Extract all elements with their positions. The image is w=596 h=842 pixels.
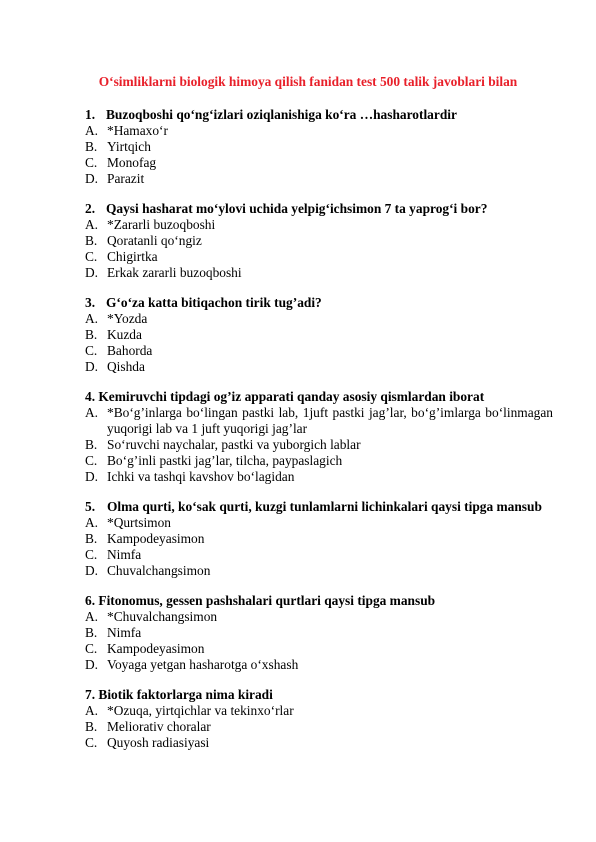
option-text: Parazit xyxy=(107,171,145,186)
question-1 xyxy=(85,107,553,187)
option-text: *Hamaxo‘r xyxy=(107,123,168,138)
option-text: Kampodeyasimon xyxy=(107,641,205,656)
option-letter: B. xyxy=(85,437,98,452)
option-text: Qoratanli qo‘ngiz xyxy=(107,233,202,248)
answer-option xyxy=(85,233,553,249)
option-letter: C. xyxy=(85,155,98,170)
question-6 xyxy=(85,593,553,673)
option-text: Voyaga yetgan hasharotga o‘xshash xyxy=(107,657,299,672)
option-letter: D. xyxy=(85,171,99,186)
question-number: 5. xyxy=(85,499,96,514)
option-letter: A. xyxy=(85,405,99,420)
option-letter: C. xyxy=(85,249,98,264)
question-heading: 4. Kemiruvchi tipdagi og’iz apparati qanday asosiy qismlardan iborat xyxy=(85,389,485,404)
question-heading: 7. Biotik faktorlarga nima kiradi xyxy=(85,687,273,702)
answer-option xyxy=(85,343,553,359)
option-text: Chigirtka xyxy=(107,249,158,264)
option-text: *Qurtsimon xyxy=(107,515,171,530)
option-letter: C. xyxy=(85,641,98,656)
option-letter: A. xyxy=(85,609,99,624)
option-letter: D. xyxy=(85,265,99,280)
answer-option xyxy=(85,609,553,625)
option-text: *Ozuqa, yirtqichlar va tekinxo‘rlar xyxy=(107,703,294,718)
answer-option xyxy=(85,563,553,579)
question-text: G‘o‘za katta bitiqachon tirik tug’adi? xyxy=(106,295,322,310)
option-letter: B. xyxy=(85,233,98,248)
answer-option xyxy=(85,265,553,281)
option-text: Bahorda xyxy=(107,343,153,358)
answer-option xyxy=(85,547,553,563)
option-letter: A. xyxy=(85,703,99,718)
option-letter: B. xyxy=(85,625,98,640)
question-heading xyxy=(85,107,553,123)
answer-option xyxy=(85,657,553,673)
option-letter: C. xyxy=(85,547,98,562)
answer-option xyxy=(85,327,553,343)
option-text: *Bo‘g’inlarga bo‘lingan pastki lab, 1juft pastki jag’lar, bo‘g’imlarga bo‘linmagan yuqorigi lab va 1 juft yuqorigi jag’lar xyxy=(107,405,553,436)
option-text: So‘ruvchi naychalar, pastki va yuborgich lablar xyxy=(107,437,361,452)
answer-option xyxy=(85,469,553,485)
answer-option xyxy=(85,703,553,719)
option-text: Kampodeyasimon xyxy=(107,531,205,546)
option-text: Meliorativ choralar xyxy=(107,719,211,734)
question-number: 3. xyxy=(85,295,96,310)
option-letter: B. xyxy=(85,139,98,154)
question-heading: 6. Fitonomus, gessen pashshalari qurtlari qaysi tipga mansub xyxy=(85,593,436,608)
option-letter: D. xyxy=(85,359,99,374)
option-text: Chuvalchangsimon xyxy=(107,563,211,578)
option-text: Bo‘g’inli pastki jag’lar, tilcha, paypaslagich xyxy=(107,453,343,468)
option-text: *Zararli buzoqboshi xyxy=(107,217,216,232)
question-4 xyxy=(85,389,553,485)
question-text: Buzoqboshi qo‘ng‘izlari oziqlanishiga ko‘ra …hasharotlardir xyxy=(106,107,457,122)
question-7 xyxy=(85,687,553,751)
answer-option xyxy=(85,123,553,139)
question-list xyxy=(85,107,553,765)
question-heading xyxy=(85,201,553,217)
answer-option xyxy=(85,719,553,735)
question-heading xyxy=(85,499,553,515)
option-letter: C. xyxy=(85,343,98,358)
option-letter: A. xyxy=(85,217,99,232)
option-letter: C. xyxy=(85,735,98,750)
answer-option xyxy=(85,453,553,469)
answer-option xyxy=(85,531,553,547)
question-5 xyxy=(85,499,553,579)
answer-option xyxy=(85,735,553,751)
option-text: Nimfa xyxy=(107,547,142,562)
option-text: Ichki va tashqi kavshov bo‘lagidan xyxy=(107,469,295,484)
answer-option xyxy=(85,217,553,233)
answer-option xyxy=(85,249,553,265)
question-text: Qaysi hasharat mo‘ylovi uchida yelpig‘ichsimon 7 ta yaprog‘i bor? xyxy=(106,201,488,216)
answer-option xyxy=(85,311,553,327)
option-letter: A. xyxy=(85,123,99,138)
answer-option xyxy=(85,625,553,641)
answer-option xyxy=(85,641,553,657)
option-letter: B. xyxy=(85,719,98,734)
option-letter: B. xyxy=(85,327,98,342)
question-number: 2. xyxy=(85,201,96,216)
answer-option xyxy=(85,359,553,375)
question-text: Olma qurti, ko‘sak qurti, kuzgi tunlamlarni lichinkalari qaysi tipga mansub xyxy=(107,499,542,514)
option-text: *Yozda xyxy=(107,311,148,326)
option-text: Yirtqich xyxy=(107,139,151,154)
answer-option xyxy=(85,171,553,187)
answer-option xyxy=(85,515,553,531)
option-text: Quyosh radiasiyasi xyxy=(107,735,210,750)
option-letter: D. xyxy=(85,657,99,672)
option-letter: D. xyxy=(85,563,99,578)
answer-option xyxy=(85,155,553,171)
option-text: Nimfa xyxy=(107,625,142,640)
option-letter: A. xyxy=(85,515,99,530)
question-heading xyxy=(85,295,553,311)
option-letter: C. xyxy=(85,453,98,468)
option-text: *Chuvalchangsimon xyxy=(107,609,218,624)
option-text: Erkak zararli buzoqboshi xyxy=(107,265,242,280)
option-text: Monofag xyxy=(107,155,157,170)
question-number: 1. xyxy=(85,107,96,122)
answer-option xyxy=(85,405,553,437)
option-text: Kuzda xyxy=(107,327,142,342)
answer-option xyxy=(85,139,553,155)
option-text: Qishda xyxy=(107,359,145,374)
question-3 xyxy=(85,295,553,375)
option-letter: B. xyxy=(85,531,98,546)
answer-option xyxy=(85,437,553,453)
document-title: O‘simliklarni biologik himoya qilish fanidan test 500 talik javoblari bilan xyxy=(98,74,518,89)
question-2 xyxy=(85,201,553,281)
option-letter: D. xyxy=(85,469,99,484)
option-letter: A. xyxy=(85,311,99,326)
